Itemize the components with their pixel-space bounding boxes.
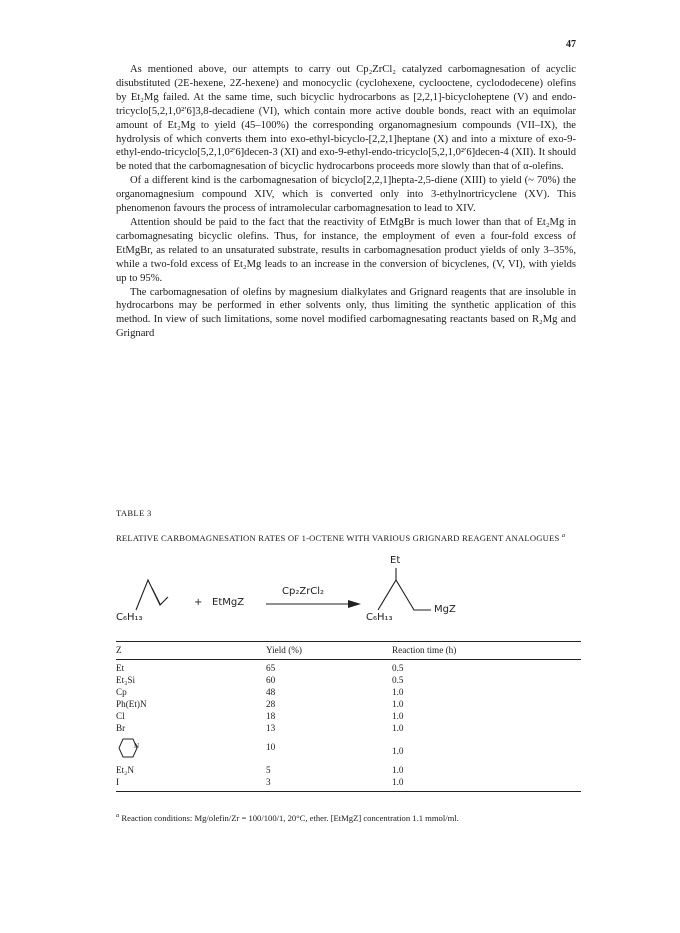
table-row [116, 723, 581, 734]
cell-yield: 18 [266, 711, 276, 721]
cell-z: Cl [116, 711, 125, 721]
table-title-note-mark: a [561, 532, 566, 539]
footnote-text: Reaction conditions: Mg/olefin/Zr = 100/100/1, 20°C, ether. [EtMgZ] concentration 1.1 mmol/ml. [121, 812, 459, 823]
octene-skeleton [136, 580, 168, 610]
paragraph: Of a different kind is the carbomagnesation of bicyclo[2,2,1]hepta-2,5-diene (XIII) to yield (~ 70%) the organomagnesium compound XIV, which is converted only into 3-ethylnortricyclene (XV). This phenomenon favours the process of intramolecular carbomagnesation to lead to XIV. [116, 175, 576, 215]
cell-time: 0.5 [392, 663, 404, 673]
paragraph: As mentioned above, our attempts to carry out Cp₂ZrCl₂ catalyzed carbomagnesation of acyclic disubstituted (2E-hexene, 2Z-hexene) and monocyclic (cyclohexene, cyclooctene, cyclododecene) olefins by Et₂Mg failed. At the same time, such bicyclic hydrocarbons as [2,2,1]-bicycloheptene (V) and endo-tricyclo[5,2,1,0²ʹ6]3,8-decadiene (VI), which contain more active double bonds, react with an equimolar amount of Et₂Mg to yield (45–100%) the corresponding organomagnesium compounds (VII–IX), the hydrolysis of which converts them into exo-ethyl-bicyclo-[2,2,1]heptane (X) and into a mixture of exo-9-ethyl-endo-tricyclo[5,2,1,0²ʹ6]decen-3 (XI) and exo-9-ethyl-endo-tricyclo[5,2,1,0²ʹ6]decen-4 (XII). It should be noted that the carbomagnesation of bicyclic hydrocarbons proceeds more slowly than that of α-olefins. [116, 64, 576, 173]
cell-time: 1.0 [392, 687, 404, 697]
cell-time: 1.0 [392, 765, 404, 775]
cell-time: 1.0 [392, 723, 404, 733]
table-row [116, 765, 581, 776]
cell-yield: 60 [266, 675, 276, 685]
cell-time: 1.0 [392, 711, 404, 721]
page-number: 47 [566, 39, 576, 50]
table-row [116, 711, 581, 722]
cell-z: N [134, 742, 140, 750]
table-footnote [116, 812, 459, 823]
plus-sign: + [194, 597, 203, 608]
reaction-scheme [116, 552, 581, 630]
cell-yield: 5 [266, 765, 271, 775]
table-title-text: RELATIVE CARBOMAGNESATION RATES OF 1-OCTENE WITH VARIOUS GRIGNARD REAGENT ANALOGUES [116, 532, 560, 543]
cell-yield: 28 [266, 699, 276, 709]
paragraph: The carbomagnesation of olefins by magnesium dialkylates and Grignard reagents that are insoluble in hydrocarbons may be performed in ether solvents only, thus limiting the synthetic application of this method. In view of such limitations, some novel modified carbomagnesating reactants based on R₂Mg and Grignard [116, 286, 576, 340]
product-skeleton [378, 580, 431, 610]
product-label: C₆H₁₃ [366, 612, 393, 623]
cell-time: 0.5 [392, 675, 404, 685]
cell-z: Ph(Et)N [116, 699, 147, 709]
octene-double-bond [152, 588, 160, 604]
cell-time: 1.0 [392, 777, 404, 787]
reactant-label: C₆H₁₃ [116, 612, 143, 623]
cell-z: Et₃Si [116, 675, 136, 685]
cell-yield: 13 [266, 723, 276, 733]
body-text [116, 63, 576, 341]
catalyst-label: Cp₂ZrCl₂ [282, 586, 325, 597]
table-row [116, 687, 581, 698]
cell-time: 1.0 [392, 699, 404, 709]
paragraph: Attention should be paid to the fact that the reactivity of EtMgBr is much lower than that of Et₂Mg in carbomagnesating bicyclic olefins. Thus, for instance, the employment of even a four-fold excess of EtMgBr, as related to an unsaturated substrate, results in carbomagnesation product yields of only 3–35%, while a two-fold excess of Et₂Mg leads to an increase in the conversion of bicyclenes, (V, VI), with yields up to 95%. [116, 216, 576, 284]
cell-z: Br [116, 723, 126, 733]
cell-yield: 48 [266, 687, 276, 697]
table-title [116, 530, 581, 544]
product-ethyl-label: Et [390, 555, 401, 566]
reaction-scheme-drawing [116, 552, 581, 630]
cell-yield: 3 [266, 777, 271, 787]
table-bottom-rule [116, 791, 581, 792]
table-label: TABLE 3 [116, 508, 152, 518]
table-top-rule [116, 641, 581, 642]
reaction-arrow-head [348, 600, 361, 608]
header-z: Z [116, 645, 122, 655]
table-row [116, 663, 581, 674]
product-mgz-label: MgZ [434, 604, 456, 615]
table-row [116, 675, 581, 686]
table-row [116, 777, 581, 788]
cell-time: 1.0 [392, 746, 404, 756]
cell-z: Cp [116, 687, 127, 697]
reagent-label: EtMgZ [212, 597, 245, 608]
cell-z: I [116, 777, 120, 787]
table-header-rule [116, 659, 581, 660]
cell-yield: 10 [266, 742, 276, 752]
footnote-mark: a [116, 812, 120, 819]
cell-z: Et₂N [116, 765, 135, 775]
cell-z: Et [116, 663, 125, 673]
table-row [116, 699, 581, 710]
header-time: Reaction time (h) [392, 645, 457, 655]
table-row [116, 742, 581, 766]
header-yield: Yield (%) [266, 645, 302, 655]
cell-yield: 65 [266, 663, 276, 673]
